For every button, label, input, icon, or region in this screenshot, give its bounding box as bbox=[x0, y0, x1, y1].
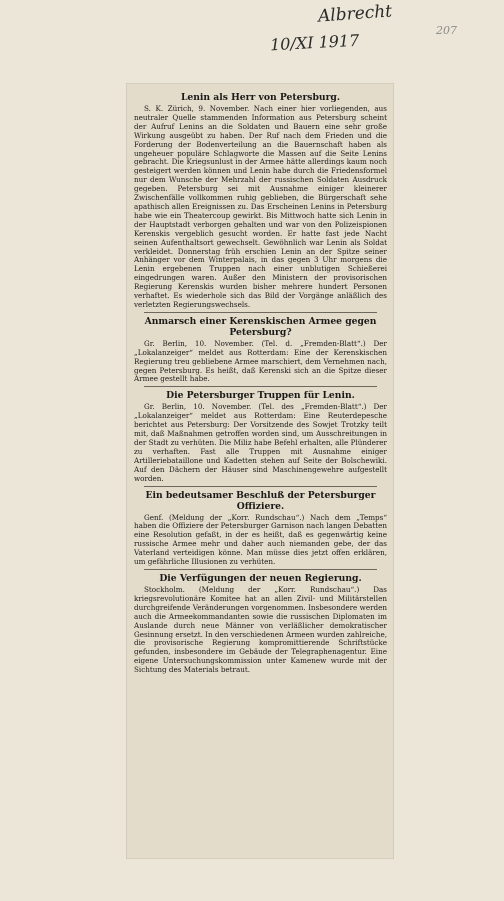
divider bbox=[144, 569, 377, 570]
handwritten-number: 207 bbox=[436, 24, 457, 37]
article-paragraph: S. K. Zürich, 9. November. Nach einer hier vorliegenden, aus neutraler Quelle stammenden Information aus Petersburg scheint der Aufruf Lenins an die Soldaten und Bauern eine sehr große Wirkung ausgeübt zu haben. Der Ruf nach dem Frieden und die Forderung der Bodenverteilung an die Bauernschaft haben als ungeheuer populäre Schlagworte die Massen auf die Seite Lenins gebracht. Die Kriegsunlust in der Armee hätte allerdings kaum noch gesteigert werden können und Lenin habe durch die Friedensformel nur dem Wunsche der Mehrzahl der russischen Soldaten Ausdruck gegeben. Petersburg sei mit Ausnahme einiger kleinerer Zwischenfälle vollkommen ruhig geblieben, die Bürgerschaft sehe apathisch allen Ereignissen zu. Das Erscheinen Lenins in Petersburg habe wie ein Theatercoup gewirkt. Bis Mittwoch hatte sich Lenin in der Hauptstadt verborgen gehalten und war von den Polizeispionen Kerenskis vergeblich gesucht worden. Er hatte fast jede Nacht seinen Aufenthaltsort gewechselt. Gewöhnlich war Lenin als Soldat verkleidet. Donnerstag früh erschien Lenin an der Spitze seiner Anhänger vor dem Winterpalais, in das gegen 3 Uhr morgens die Lenin ergebenen Truppen nach einer unblutigen Schießerei eingedrungen waren. Außer den Ministern der provisorischen Regierung Kerenskis wurden bisher mehrere hundert Personen verhaftet. Es wiederhole sich das Bild der Vorgänge anläßlich des verletzten Regierungswechsels. bbox=[134, 104, 387, 309]
article-paragraph: Stockholm. (Meldung der „Korr. Rundschau“.) Das kriegsrevolutionäre Komitee hat an allen Zivil- und Militärstellen durchgreifende Veränderungen vorgenommen. Insbesondere werden auch die Armeekommandanten sowie die russischen Diplomaten im Auslande durch neue Männer von verläßlicher demokratischer Gesinnung ersetzt. In den verschiedenen Armeen wurden zahlreiche, die provisorische Regierung kompromittierende Schriftstücke gefunden, insbesondere im Gebäude der Telegraphenagentur. Eine eigene Untersuchungskommission unter Kamenew wurde mit der Sichtung des Materials betraut. bbox=[134, 584, 387, 675]
article-paragraph: Gr. Berlin, 10. November. (Tel. des „Fremden-Blatt“.) Der „Lokalanzeiger“ meldet aus Rotterdam: Eine Reuterdepesche berichtet aus Petersburg: Der Vorsitzende des Sowjet Trotzky teilt mit, daß Maßnahmen getroffen worden sind, um Ausschreitungen in der Stadt zu verhüten. Die Miliz habe Befehl erhalten, alle Plünderer zu verhaften. Fast alle Truppen mit Ausnahme einiger Artilleriebataillone und Kadetten stehen auf Seite der Bolschewiki. Auf den Dächern der Häuser sind Maschinengewehre aufgestellt worden. bbox=[134, 402, 387, 483]
handwritten-date: 10/XI 1917 bbox=[269, 30, 360, 55]
article bbox=[134, 316, 387, 385]
article bbox=[134, 92, 387, 310]
divider bbox=[144, 486, 377, 487]
handwritten-name: Albrecht bbox=[317, 1, 393, 27]
article-paragraph: Gr. Berlin, 10. November. (Tel. d. „Fremden-Blatt“.) Der „Lokalanzeiger“ meldet aus Rotterdam: Eine der Kerenskischen Regierung treu gebliebene Armee marschiert, dem Vernehmen nach, gegen Petersburg. Es heißt, daß Kerenski sich an die Spitze dieser Armee gestellt habe. bbox=[134, 338, 387, 384]
article bbox=[134, 573, 387, 675]
article-paragraph: Genf. (Meldung der „Korr. Rundschau“.) Nach dem „Temps“ haben die Offiziere der Petersburger Garnison nach langen Debatten eine Resolution gefaßt, in der es heißt, daß es gegenwärtig keine russische Armee mehr und daher auch niemanden gebe, der das Vaterland verteidigen könne. Man müsse dies jetzt offen erklären, um gefährliche Illusionen zu verhüten. bbox=[134, 512, 387, 567]
article-headline: Lenin als Herr von Petersburg. bbox=[180, 92, 341, 103]
newspaper-clipping bbox=[126, 83, 394, 859]
article-headline: Die Verfügungen der neuen Regierung. bbox=[159, 572, 362, 584]
article-headline: Anmarsch einer Kerenskischen Armee gegen Petersburg? bbox=[144, 315, 377, 338]
article-headline: Ein bedeutsamer Beschluß der Petersburger Offiziere. bbox=[145, 489, 376, 512]
article bbox=[134, 490, 387, 567]
article-headline: Die Petersburger Truppen für Lenin. bbox=[166, 390, 355, 402]
divider bbox=[144, 312, 377, 313]
article bbox=[134, 390, 387, 483]
divider bbox=[144, 386, 377, 387]
